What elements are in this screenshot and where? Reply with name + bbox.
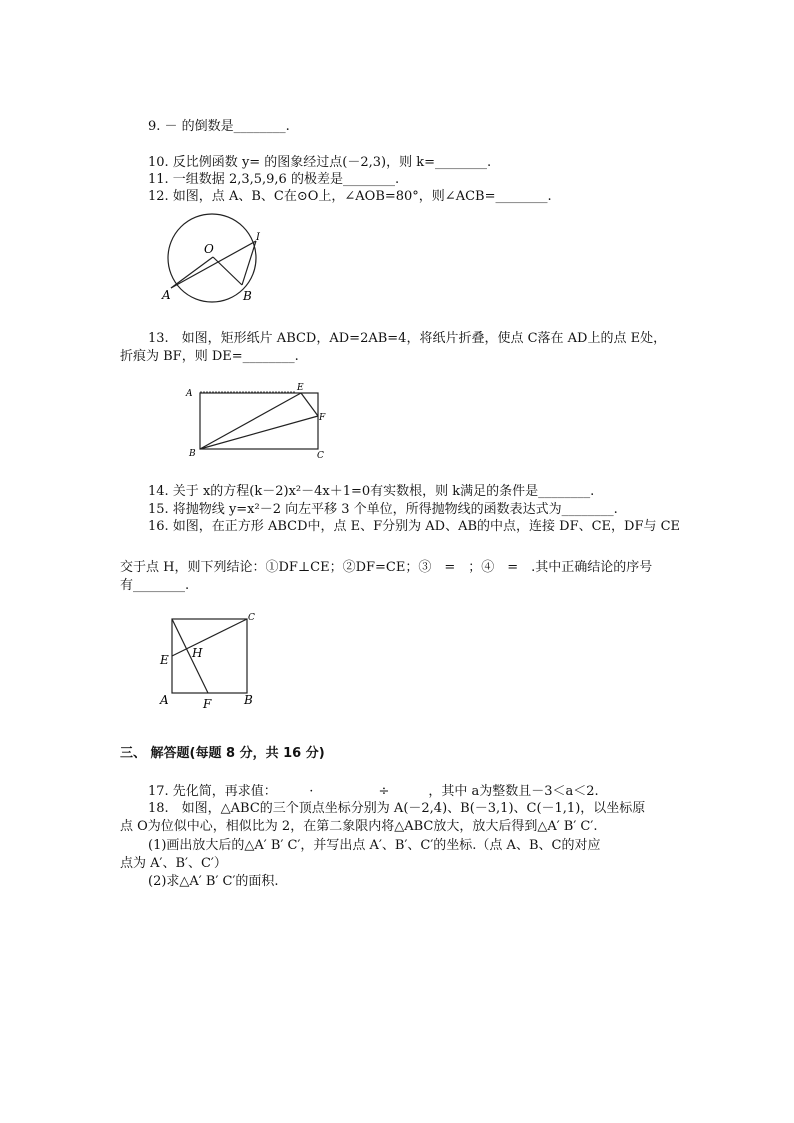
question-9: 9. － 的倒数是________. bbox=[148, 119, 290, 134]
question-10: 10. 反比例函数 y= 的图象经过点(－2,3)，则 k=________. bbox=[148, 155, 492, 170]
label-a: A bbox=[160, 693, 169, 707]
question-15: 15. 将抛物线 y=x²－2 向左平移 3 个单位，所得抛物线的函数表达式为________. bbox=[148, 502, 618, 517]
label-e: E bbox=[160, 653, 169, 667]
question-18-line1: 18. 如图，△ABC的三个顶点坐标分别为 A(－2,4)、B(－3,1)、C(－1,1)，以坐标原 bbox=[148, 801, 646, 816]
question-11: 11. 一组数据 2,3,5,9,6 的极差是________. bbox=[148, 172, 400, 187]
question-13-line1: 13. 如图，矩形纸片 ABCD，AD=2AB=4，将纸片折叠，使点 C落在 AD上的点 E处， bbox=[148, 331, 667, 346]
label-b: B bbox=[189, 449, 196, 459]
label-c: C bbox=[248, 613, 255, 623]
question-16-line1: 16. 如图，在正方形 ABCD中，点 E、F分别为 AD、AB的中点，连接 DF、CE，DF与 CE bbox=[148, 519, 681, 534]
label-f: F bbox=[203, 697, 212, 711]
label-c: C bbox=[317, 451, 324, 460]
question-16-line3: 有________. bbox=[120, 578, 190, 593]
question-13-line2: 折痕为 BF，则 DE=________. bbox=[120, 349, 299, 364]
question-12: 12. 如图，点 A、B、C在⊙O上，∠AOB=80°，则∠ACB=________. bbox=[148, 189, 552, 204]
label-o: O bbox=[204, 242, 214, 256]
question-17: 17. 先化简，再求值： · ÷ ，其中 a为整数且－3＜a＜2. bbox=[148, 784, 599, 799]
question-18-line3: (1)画出放大后的△A′ B′ C′，并写出点 A′、B′、C′的坐标.（点 A、B、C的对应 bbox=[148, 838, 601, 853]
label-f: F bbox=[319, 413, 326, 423]
question-18-line2: 点 O为位似中心，相似比为 2，在第二象限内将△ABC放大，放大后得到△A′ B′ C′. bbox=[120, 819, 598, 834]
question-18-line5: (2)求△A′ B′ C′的面积. bbox=[148, 874, 279, 889]
label-h: H bbox=[192, 646, 203, 660]
question-14: 14. 关于 x的方程(k－2)x²－4x＋1=0有实数根，则 k满足的条件是________. bbox=[148, 484, 595, 499]
figure-16-square bbox=[156, 612, 266, 712]
label-a: A bbox=[186, 389, 193, 399]
section-heading-3: 三、 解答题(每题 8 分，共 16 分) bbox=[120, 746, 325, 761]
question-18-line4: 点为 A′、B′、C′） bbox=[120, 856, 227, 871]
label-b: B bbox=[243, 289, 252, 303]
label-e: E bbox=[297, 383, 304, 393]
question-16-line2: 交于点 H，则下列结论：①DF⊥CE；②DF=CE；③ = ；④ = .其中正确结论的序号 bbox=[120, 560, 653, 575]
label-a: A bbox=[162, 288, 171, 302]
figure-12-circle bbox=[156, 213, 268, 305]
label-c: I bbox=[256, 232, 260, 243]
label-b: B bbox=[244, 693, 253, 707]
figure-13-rectangle bbox=[183, 380, 328, 460]
